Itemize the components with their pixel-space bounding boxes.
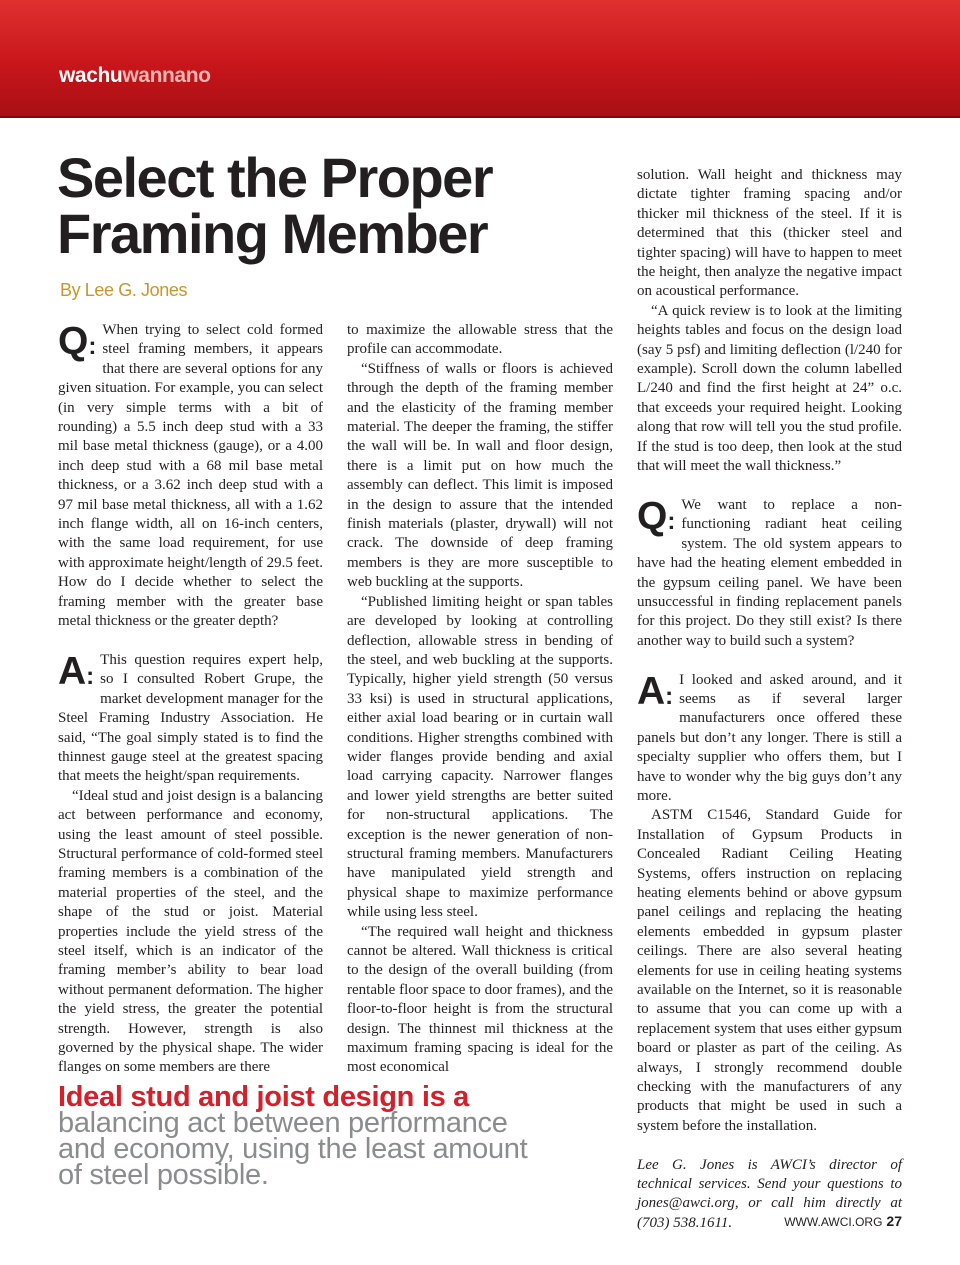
pull-quote (58, 1081, 538, 1191)
brand-part-2: wannano (122, 64, 211, 87)
article-title: Select the Proper Framing Member (57, 146, 493, 265)
paragraph: ASTM C1546, Standard Guide for Installation of Gypsum Products in Concealed Radiant Ceiling Heating Systems, offers instruction on replacing heating elements behind or above gypsum panel ceilings and replacing the heating elements embedded in gypsum plaster ceilings. There are also several heating elements for use in ceiling heating systems available on the Internet, so it is reasonable to assume that you can come up with a replacement system that uses either gypsum board or plaster as part of the ceiling. As always, I strongly recommend double checking with the manufacturers of any products that might be used in such a system before the installation. (637, 807, 902, 1134)
answer-1 (58, 651, 323, 787)
column-3 (637, 166, 902, 1233)
section-brand (59, 64, 211, 88)
page-footer (784, 1213, 902, 1229)
question-1-text: When trying to select cold formed steel framing members, it appears that there are several options for any given situation. For example, you can select (in very simple terms with a bit of rounding) a 5.5 inch deep stud with a 33 mil base metal thickness (gauge), or a 4.00 inch deep stud with a 68 mil base metal thickness, or a 3.62 inch deep stud with a 97 mil base metal thickness, all with a 1.62 inch flange width, all on 16-inch centers, with the same load requirement, for use with approximate height/length of 29.5 feet. How do I decide whether to select the framing member with the greater base metal thickness or the greater depth? (58, 322, 323, 630)
header-banner (0, 0, 960, 116)
answer-2 (637, 671, 902, 807)
a-drop-letter: A: (58, 649, 95, 693)
paragraph: “Ideal stud and joist design is a balancing act between performance and economy, using the least amount of steel possible. Structural performance of cold-formed steel framing members is a combination of the material properties of the steel, and the shape of the stud or joist. Material properties include the yield stress of the steel itself, which is an indicator of the framing member’s ability to bear load without permanent deformation. The higher the yield stress, the greater the potential strength. However, strength is also governed by the physical shape. The wider flanges on some members are there (58, 787, 323, 1076)
paragraph: “The required wall height and thickness cannot be altered. Wall thickness is critical to the design of the overall building (from rentable floor space to door frames), and the floor-to-floor height is from the structural design. The thinnest mil thickness at the maximum framing spacing is ideal for the most economical (347, 923, 613, 1076)
footer-url: WWW.AWCI.ORG (784, 1215, 883, 1229)
question-2 (637, 496, 902, 651)
article-byline: By Lee G. Jones (60, 280, 188, 300)
a-drop-letter: A: (637, 669, 674, 713)
paragraph: “A quick review is to look at the limiting heights tables and focus on the design load (say 5 psf) and limiting deflection (l/240 for example). Scroll down the column labelled L/240 and find the first height at 24” o.c. that exceeds your required height. Looking along that row will tell you the stud profile. If the stud is too deep, then look at the stud that will meet the wall thickness.” (637, 302, 902, 475)
answer-1-text: This question requires expert help, so I consulted Robert Grupe, the market development manager for the Steel Framing Industry Association. He said, “The goal simply stated is to find the thinnest gauge steel at the greatest spacing that meets the height/span requirements. (58, 651, 323, 785)
pull-quote-rest: balancing act between performance and economy, using the least amount of steel possible. (58, 1107, 528, 1191)
author-signoff: Lee G. Jones is AWCI’s director of technical services. Send your questions to jones@awci.org, or call him directly at (703) 538.1611. (637, 1156, 902, 1231)
paragraph: “Stiffness of walls or floors is achieved through the depth of the framing member and the elasticity of the framing member material. The deeper the framing, the stiffer the wall will be. In wall and floor design, there is a limit put on how much the assembly can deflect. This limit is imposed in the design to assure that the intended finish materials (plaster, drywall) will not crack. The downside of deep framing members is they are more susceptible to web buckling at the supports. (347, 360, 613, 591)
q-drop-letter: Q: (637, 494, 676, 538)
paragraph: “Published limiting height or span tables are developed by looking at controlling deflection, allowable stress in bending of the steel, and web buckling at the supports. Typically, higher yield strength (50 versus 33 ksi) is used in structural applications, either axial load bearing or in curtain wall conditions. Higher strengths combined with wider flanges provide bending and axial load carrying capacity. Narrower flanges and lower yield strengths are better suited for non-structural applications. The exception is the newer generation of non-structural framing members. Manufacturers have manipulated yield strength and physical shape to maximize performance while using less steel. (347, 593, 613, 921)
paragraph: to maximize the allowable stress that the profile can accommodate. (347, 322, 613, 358)
question-2-text: We want to replace a non-functioning radiant heat ceiling system. The old system appears to have had the heating element embedded in the gypsum ceiling panel. We have been unsuccessful in finding replacement panels for this project. Do they still exist? Is there another way to build such a system? (637, 496, 902, 649)
page-number: 27 (886, 1213, 902, 1229)
answer-2-text: I looked and asked around, and it seems as if several larger manufacturers once offered these panels but don’t any longer. There is still a specialty supplier who offers them, but I have to wonder why the big guys don’t any more. (637, 671, 902, 804)
q-drop-letter: Q: (58, 320, 97, 363)
pull-quote-lead: Ideal stud and joist design is a (58, 1081, 469, 1113)
column-2 (347, 321, 613, 1078)
column-1 (58, 321, 323, 1078)
header-rule (0, 116, 960, 118)
question-1 (58, 321, 323, 632)
paragraph: solution. Wall height and thickness may dictate tighter framing spacing and/or thicker mil thickness of the steel. If it is determined that this (thicker steel and tighter spacing) will have to happen to meet the height, then analyze the negative impact on acoustical performance. (637, 167, 902, 300)
brand-part-1: wachu (59, 64, 123, 87)
